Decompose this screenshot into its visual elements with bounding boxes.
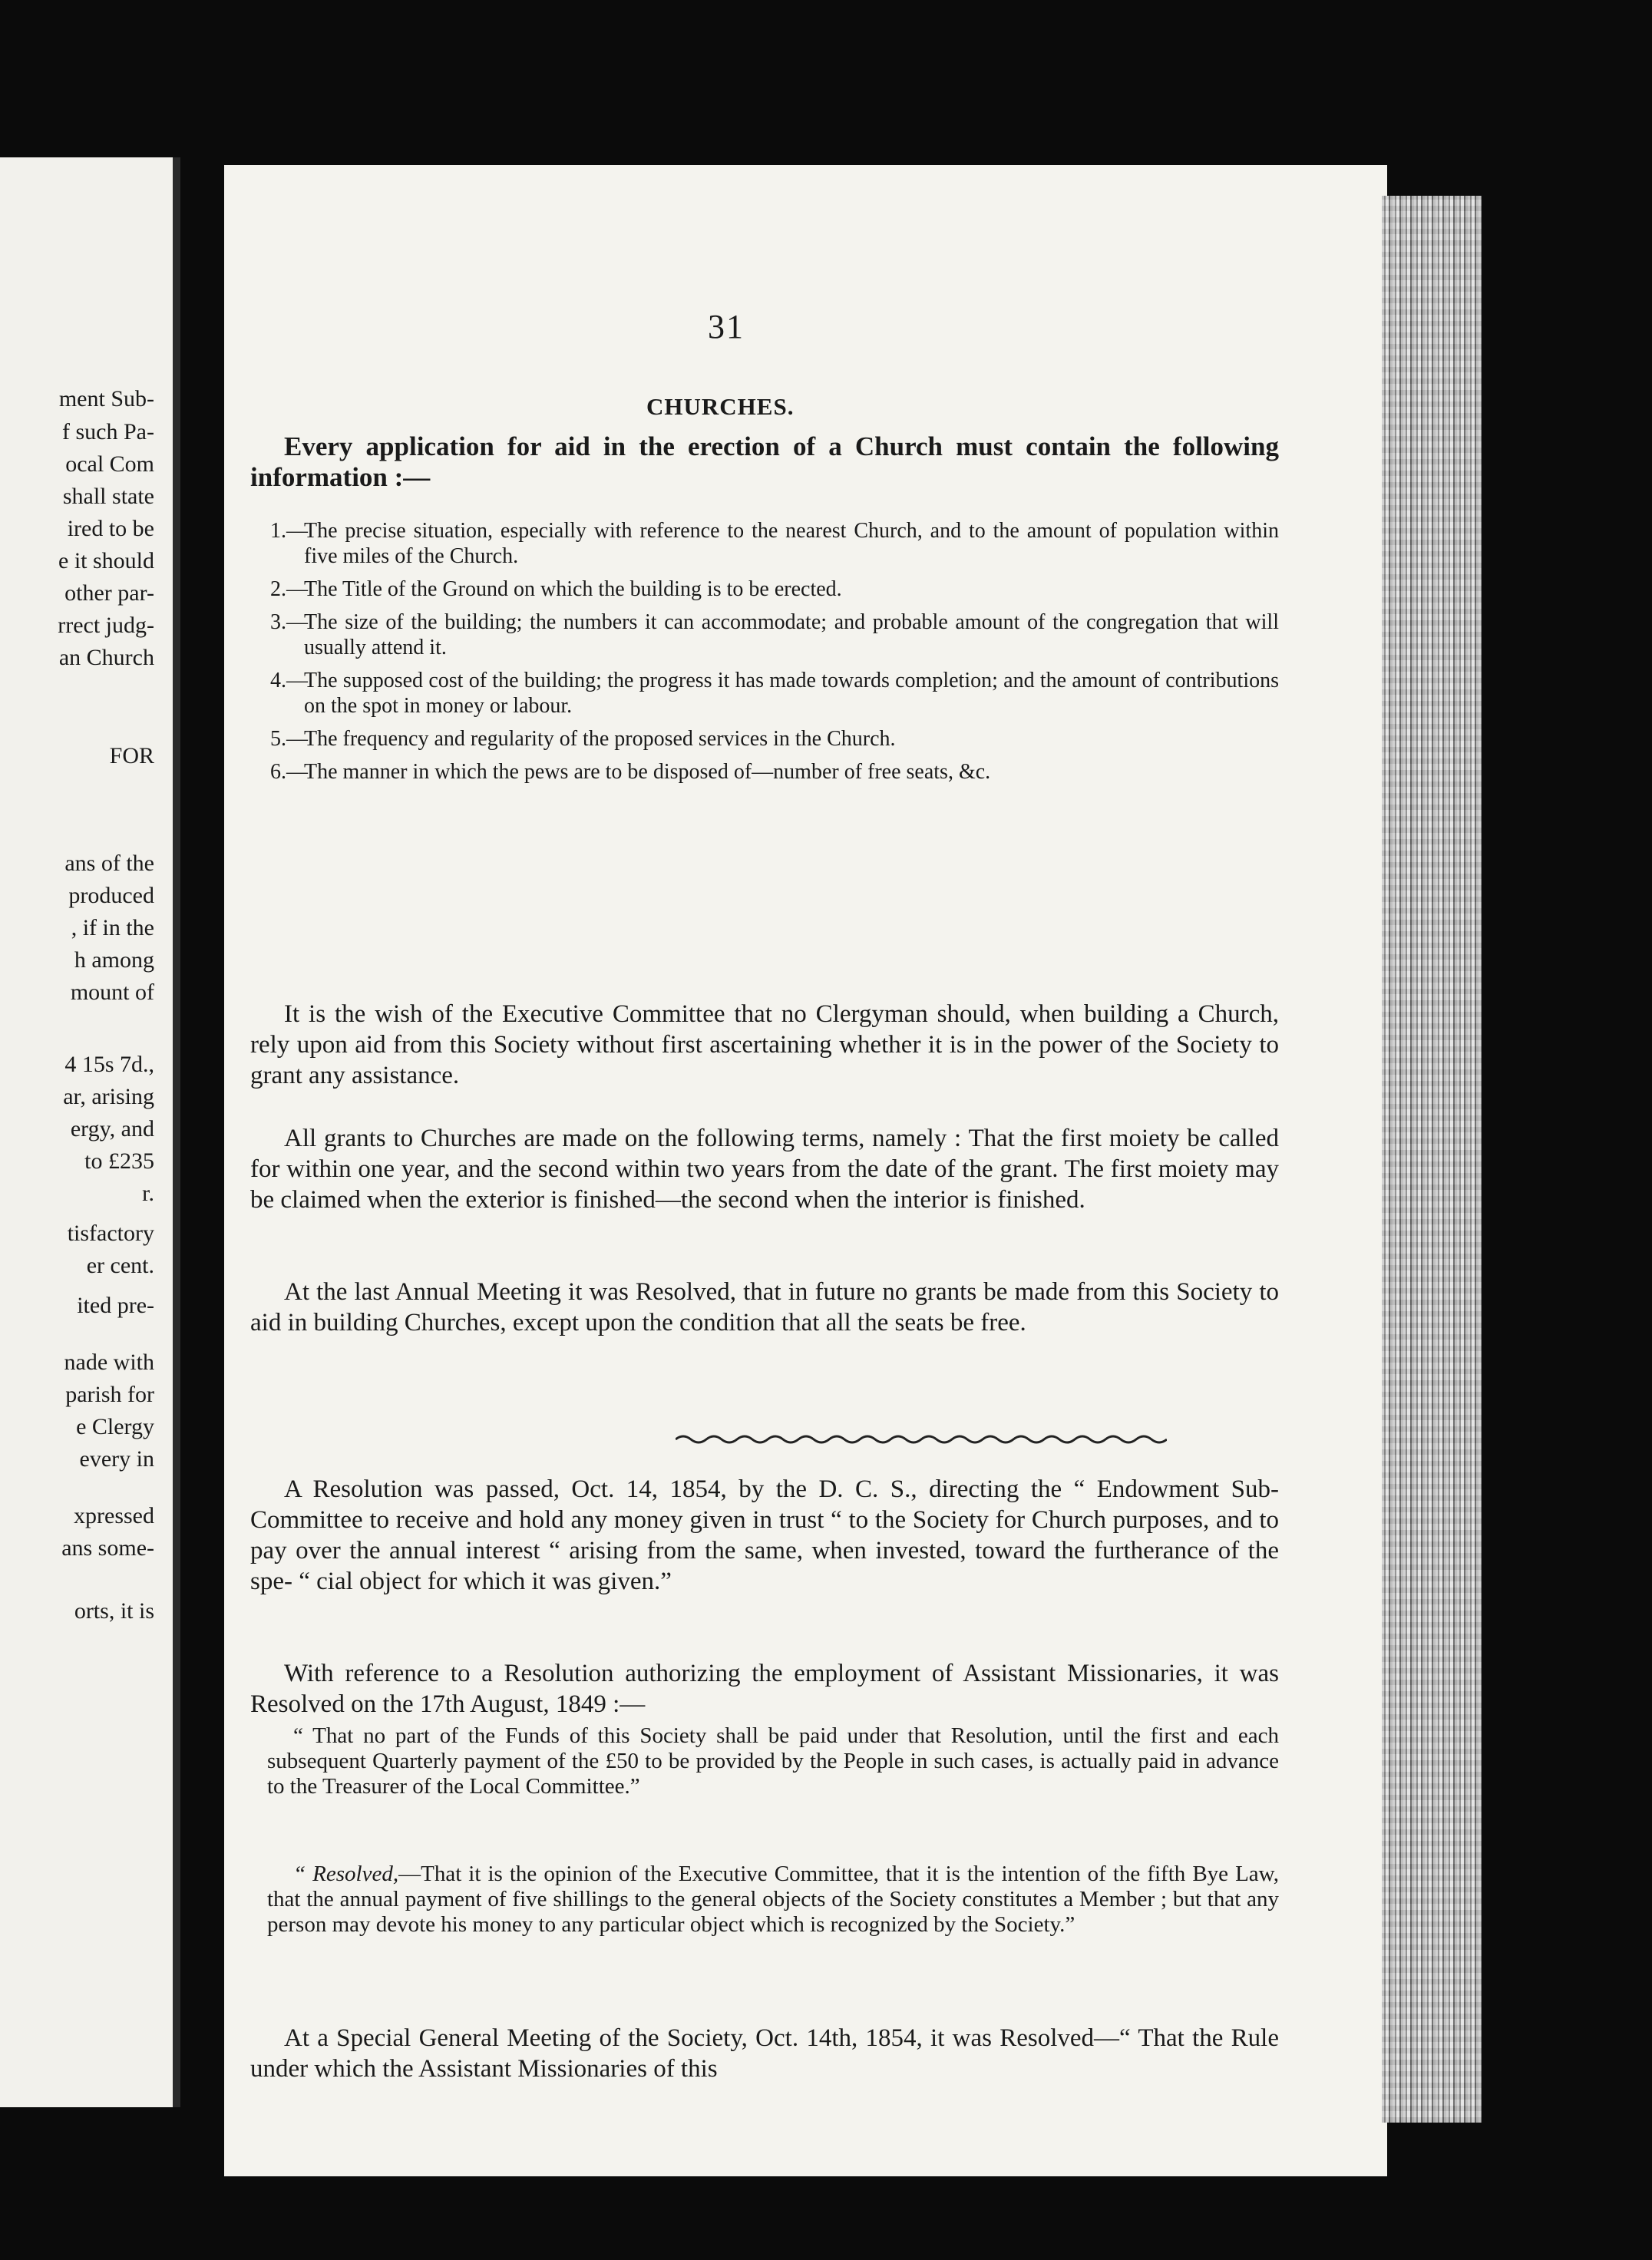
decorative-divider xyxy=(676,1432,1167,1447)
left-page-line: er cent. xyxy=(86,1253,154,1278)
resolved-label: “ Resolved, xyxy=(293,1862,399,1886)
left-page-line: ergy, and xyxy=(70,1116,154,1142)
list-item: 5.— The frequency and regularity of the proposed services in the Church. xyxy=(270,727,896,751)
left-page-line: r. xyxy=(142,1181,154,1206)
left-page-line: ans some- xyxy=(61,1535,154,1561)
left-page-line: f such Pa- xyxy=(62,419,154,444)
left-page-line: an Church xyxy=(58,645,154,670)
list-item: 3.— The size of the building; the numbers it can accommodate; and probable amount of the congregation that will usually attend it. xyxy=(270,610,1279,659)
list-item-text: The manner in which the pews are to be disposed of—number of free seats, &c. xyxy=(304,760,991,784)
left-page-line: mount of xyxy=(70,980,154,1005)
quote-funds: “ That no part of the Funds of this Society shall be paid under that Resolution, until the first and each subsequent Quarterly payment of the £50 to be provided by the People in such cases, is actually paid in advance to the Treasurer of the Local Committee.” xyxy=(267,1723,1279,1799)
resolved-text: —That it is the opinion of the Executive Committee, that it is the intention of the fifth Bye Law, that the annual payment of five shillings to the general objects of the Society constitutes a Member ; but that any person may devote his money to any particular object which is recognized by the Society.” xyxy=(267,1862,1279,1937)
left-page-line: ired to be xyxy=(67,516,154,541)
left-page-line: e it should xyxy=(58,548,154,573)
list-item: 1.— The precise situation, especially with reference to the nearest Church, and to the amount of population within five miles of the Church. xyxy=(270,519,1279,568)
left-page-line: produced xyxy=(68,883,154,908)
section-heading: CHURCHES. xyxy=(646,393,795,420)
left-page-line: e Clergy xyxy=(76,1414,154,1439)
paragraph-annual-meeting: At the last Annual Meeting it was Resolved, that in future no grants be made from this Society to aid in building Churches, except upon the condition that all the seats be free. xyxy=(250,1278,1279,1337)
left-page-line: orts, it is xyxy=(74,1598,154,1624)
left-page-line: , if in the xyxy=(71,915,154,940)
list-item-text: The supposed cost of the building; the progress it has made towards completion; and the amount of contributions on the spot in money or labour. xyxy=(304,669,1279,718)
left-page-line: ited pre- xyxy=(77,1293,154,1318)
paragraph-wish: It is the wish of the Executive Committee that no Clergyman should, when building a Church, rely upon aid from this Society without first ascertaining whether it is in the power of the Society to grant any assistance. xyxy=(250,1000,1279,1089)
left-page-line: every in xyxy=(79,1446,154,1472)
left-page-line: tisfactory xyxy=(67,1221,154,1246)
document-page xyxy=(224,165,1387,2176)
paragraph-resolution: A Resolution was passed, Oct. 14, 1854, by the D. C. S., directing the “ Endowment Sub-Committee to receive and hold any money given in trust “ to the Society for Church purposes, and to pay over the annual interest “ arising from the same, when invested, toward the furtherance of the spe- “ cial object for which it was given.” xyxy=(250,1475,1279,1595)
left-page-line: ocal Com xyxy=(65,451,154,477)
list-item-text: The size of the building; the numbers it can accommodate; and probable amount of the congregation that will usually attend it. xyxy=(304,610,1279,659)
quote-resolved xyxy=(267,1862,1279,1938)
left-page-line: other par- xyxy=(64,580,154,606)
paragraph-reference: With reference to a Resolution authorizing the employment of Assistant Missionaries, it was Resolved on the 17th August, 1849 :— xyxy=(250,1660,1279,1718)
left-page-line: h among xyxy=(74,947,154,973)
left-page-line: FOR xyxy=(109,743,154,768)
page-edges xyxy=(1382,196,1482,2123)
page-number: 31 xyxy=(708,308,745,345)
list-item: 2.— The Title of the Ground on which the building is to be erected. xyxy=(270,577,842,601)
paragraph-special-meeting: At a Special General Meeting of the Society, Oct. 14th, 1854, it was Resolved—“ That the Rule under which the Assistant Missionaries of this xyxy=(250,2024,1279,2083)
left-facing-page xyxy=(0,157,180,2107)
left-page-line: nade with xyxy=(64,1350,154,1375)
left-page-line: shall state xyxy=(62,484,154,509)
left-page-line: xpressed xyxy=(74,1503,154,1528)
list-item: 6.— The manner in which the pews are to be disposed of—number of free seats, &c. xyxy=(270,760,991,784)
left-page-line: parish for xyxy=(65,1382,154,1407)
list-item: 4.— The supposed cost of the building; the progress it has made towards completion; and the amount of contributions on the spot in money or labour. xyxy=(270,669,1279,718)
requirements-list xyxy=(270,518,1279,792)
left-page-line: to £235 xyxy=(84,1148,154,1174)
left-page-line: ans of the xyxy=(64,851,154,876)
list-item-text: The precise situation, especially with reference to the nearest Church, and to the amount of population within five miles of the Church. xyxy=(304,519,1279,568)
list-item-text: The Title of the Ground on which the building is to be erected. xyxy=(304,577,842,601)
left-page-line: ment Sub- xyxy=(58,386,154,411)
left-page-line: rrect judg- xyxy=(58,613,154,638)
list-item-text: The frequency and regularity of the proposed services in the Church. xyxy=(304,727,896,751)
intro-paragraph: Every application for aid in the erection of a Church must contain the following information :— xyxy=(250,431,1279,492)
left-page-line: 4 15s 7d., xyxy=(64,1052,154,1077)
paragraph-grants: All grants to Churches are made on the following terms, namely : That the first moiety be called for within one year, and the second within two years from the date of the grant. The first moiety may be claimed when the exterior is finished—the second when the interior is finished. xyxy=(250,1125,1279,1214)
left-page-line: ar, arising xyxy=(63,1084,154,1109)
